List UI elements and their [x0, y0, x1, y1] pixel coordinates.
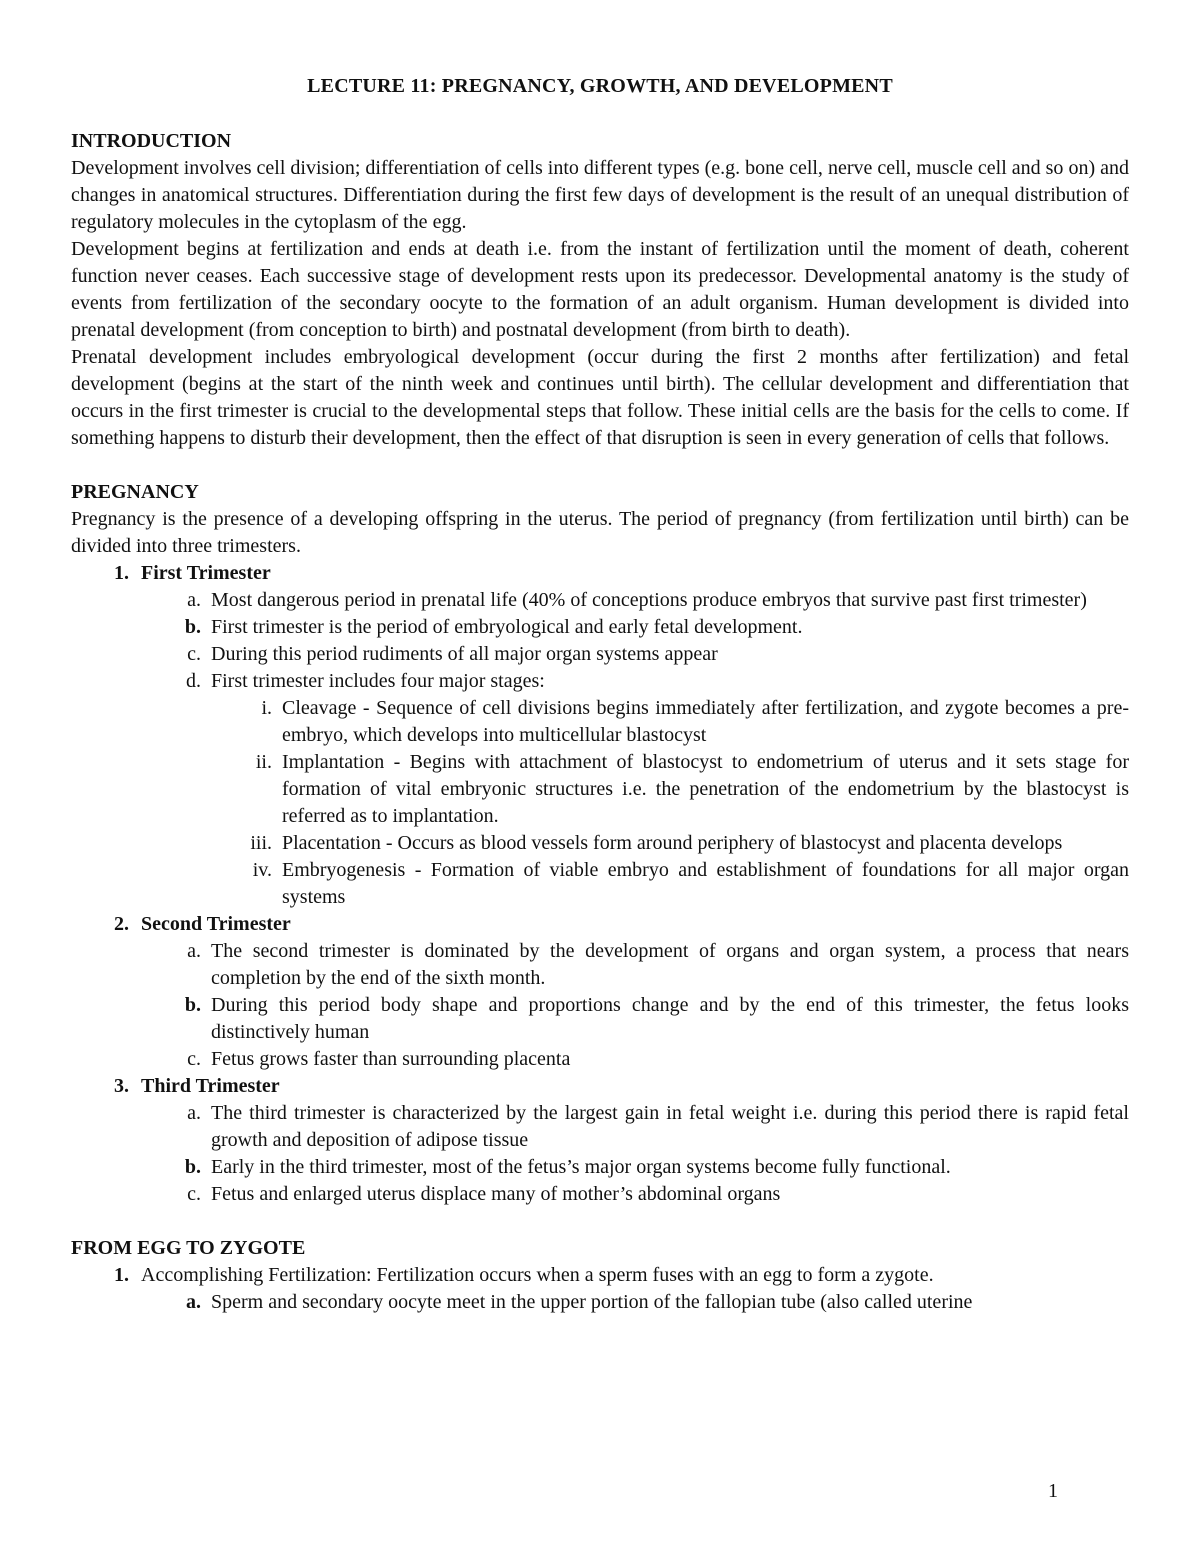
- intro-paragraph-1: Development involves cell division; differentiation of cells into different types (e.g. bone cell, nerve cell, muscle cell and so on) and changes in anatomical structures. Differentiation during the first few days of development is the result of an unequal distribution of regulatory molecules in the cytoplasm of the egg.: [71, 157, 1129, 233]
- list-item: c. Fetus and enlarged uterus displace many of mother’s abdominal organs: [187, 1183, 781, 1205]
- trimester-title: Third Trimester: [141, 1075, 280, 1097]
- list-item: a. Most dangerous period in prenatal life (40% of conceptions produce embryos that survive past first trimester): [187, 589, 1087, 611]
- list-item: c. During this period rudiments of all major organ systems appear: [187, 643, 718, 665]
- list-item: a. Sperm and secondary oocyte meet in the upper portion of the fallopian tube (also called uterine: [186, 1291, 973, 1313]
- introduction-heading: INTRODUCTION: [71, 130, 232, 152]
- trimester-1: [71, 560, 1129, 587]
- page-number: 1: [1048, 1480, 1058, 1502]
- list-item: b. Early in the third trimester, most of the fetus’s major organ systems become fully functional.: [184, 1156, 951, 1178]
- list-item: a. The third trimester is characterized by the largest gain in fetal weight i.e. during this period there is rapid fetal growth and deposition of adipose tissue: [187, 1102, 1129, 1151]
- stage-item: ii. Implantation - Begins with attachment of blastocyst to endometrium of uterus and it sets stage for formation of vital embryonic structures i.e. the penetration of the endometrium by the blastocyst is referred as to implantation.: [255, 751, 1129, 827]
- page-title: LECTURE 11: PREGNANCY, GROWTH, AND DEVELOPMENT: [307, 75, 893, 97]
- pregnancy-heading: PREGNANCY: [71, 481, 199, 503]
- trimester-number: 3.: [114, 1075, 129, 1097]
- trimester-title: First Trimester: [141, 562, 271, 584]
- trimester-title: Second Trimester: [141, 913, 291, 935]
- trimester-2: [71, 911, 1129, 938]
- document-body: [71, 128, 1129, 1316]
- list-item: c. Fetus grows faster than surrounding placenta: [187, 1048, 571, 1070]
- pregnancy-intro: Pregnancy is the presence of a developing offspring in the uterus. The period of pregnancy (from fertilization until birth) can be divided into three trimesters.: [71, 508, 1129, 557]
- egg-to-zygote-heading: FROM EGG TO ZYGOTE: [71, 1237, 306, 1259]
- intro-paragraph-2: Development begins at fertilization and ends at death i.e. from the instant of fertilization until the moment of death, coherent function never ceases. Each successive stage of development rests upon its predecessor. Developmental anatomy is the study of events from fertilization of the secondary oocyte to the formation of an adult organism. Human development is divided into prenatal development (from conception to birth) and postnatal development (from birth to death).: [71, 238, 1129, 341]
- list-item: a. The second trimester is dominated by the development of organs and organ system, a process that nears completion by the end of the sixth month.: [187, 940, 1129, 989]
- stage-item: iv. Embryogenesis - Formation of viable embryo and establishment of foundations for all major organ systems: [252, 859, 1129, 908]
- trimester-number: 2.: [114, 913, 129, 935]
- list-item: b. First trimester is the period of embryological and early fetal development.: [184, 616, 803, 638]
- intro-paragraph-3: Prenatal development includes embryological development (occur during the first 2 months after fertilization) and fetal development (begins at the start of the ninth week and continues until birth). The cellular development and differentiation that occurs in the first trimester is crucial to the developmental steps that follow. These initial cells are the basis for the cells to come. If something happens to disturb their development, then the effect of that disruption is seen in every generation of cells that follows.: [71, 346, 1129, 449]
- list-item: b. During this period body shape and proportions change and by the end of this trimester, the fetus looks distinctively human: [184, 994, 1129, 1043]
- list-item: d. First trimester includes four major stages:: [186, 670, 545, 692]
- stage-item: i. Cleavage - Sequence of cell divisions begins immediately after fertilization, and zygote becomes a pre-embryo, which develops into multicellular blastocyst: [261, 697, 1129, 746]
- list-item: 1. Accomplishing Fertilization: Fertilization occurs when a sperm fuses with an egg to form a zygote.: [114, 1264, 934, 1286]
- stage-item: iii. Placentation - Occurs as blood vessels form around periphery of blastocyst and placenta develops: [250, 832, 1063, 854]
- trimester-3: [71, 1073, 1129, 1100]
- trimester-number: 1.: [114, 562, 129, 584]
